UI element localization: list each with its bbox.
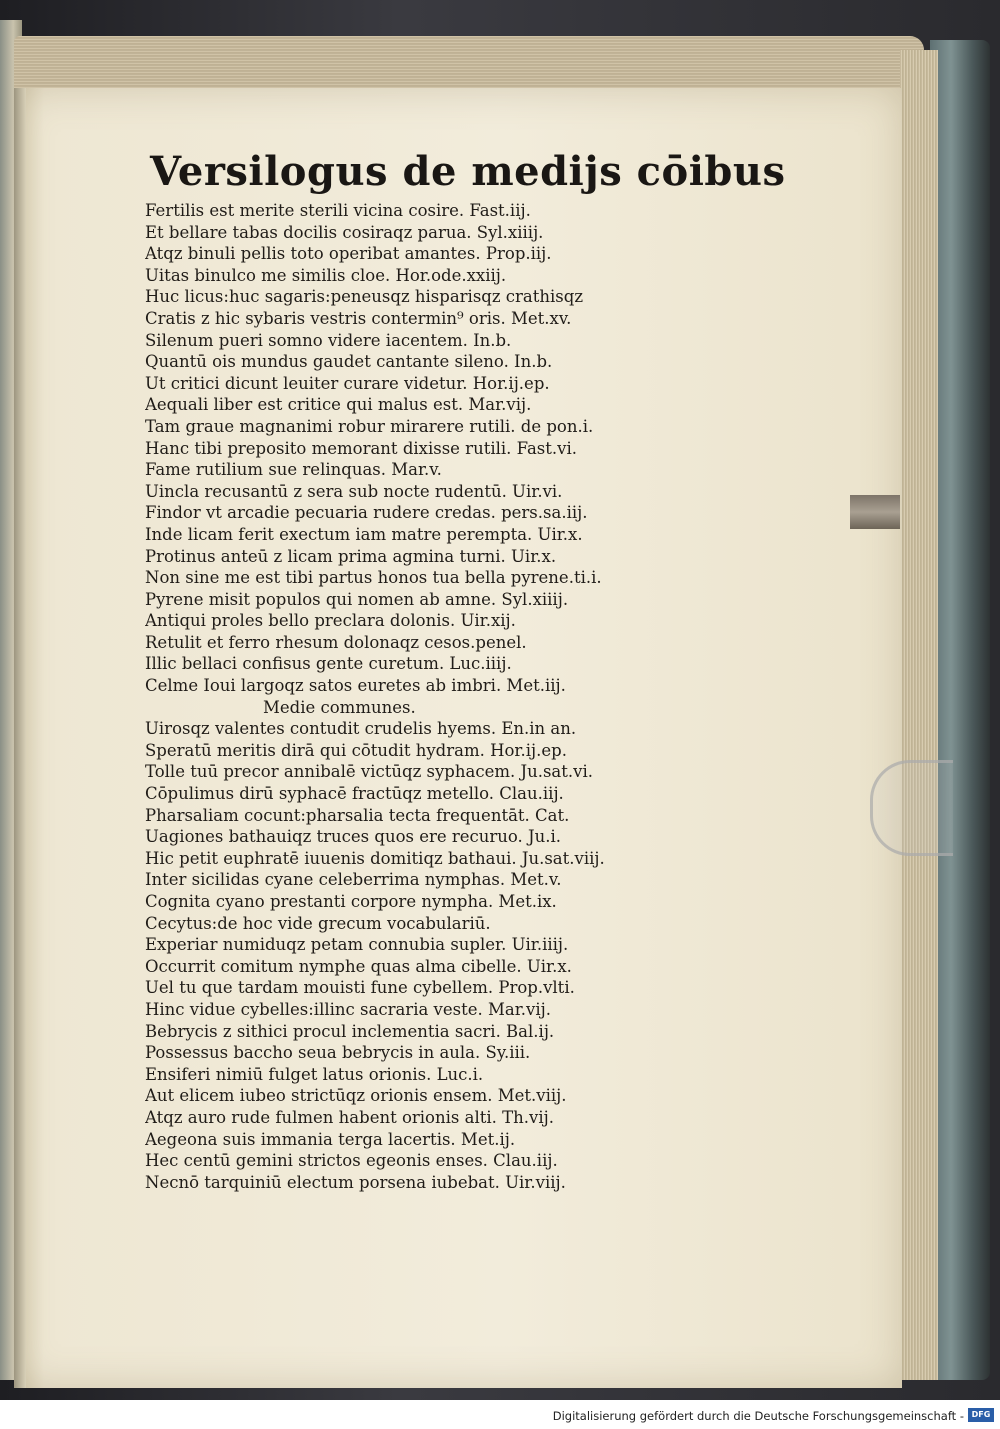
- text-line: Tolle tuū precor annibalē victūqz syphacem. Ju.sat.vi.: [145, 762, 593, 782]
- text-line: Non sine me est tibi partus honos tua bella pyrene.ti.i.: [145, 568, 602, 588]
- text-line: Uirosqz valentes contudit crudelis hyems. En.in an.: [145, 719, 577, 739]
- footer-credit: Digitalisierung gefördert durch die Deutsche Forschungsgemeinschaft -: [552, 1409, 964, 1423]
- bookmark-tab: [850, 495, 900, 529]
- text-line: Cratis z hic sybaris vestris contermin⁹ oris. Met.xv.: [145, 308, 572, 328]
- text-line: Pharsaliam cocunt:pharsalia tecta frequentāt. Cat.: [145, 805, 570, 825]
- text-line: Hec centū gemini strictos egeonis enses. Clau.iij.: [145, 1151, 558, 1171]
- text-line: Necnō tarquiniū electum porsena iubebat. Uir.viij.: [145, 1172, 566, 1192]
- page-gutter: [14, 88, 26, 1388]
- text-line: Uagiones bathauiqz truces quos ere recuruo. Ju.i.: [145, 827, 562, 847]
- text-line: Inde licam ferit exectum iam matre perempta. Uir.x.: [145, 524, 583, 544]
- page-clip: [870, 760, 953, 856]
- text-line: Uitas binulco me similis cloe. Hor.ode.xxiij.: [145, 265, 507, 285]
- text-line: Protinus anteū z licam prima agmina turni. Uir.x.: [145, 546, 557, 566]
- text-line: Tam graue magnanimi robur mirarere rutili. de pon.i.: [145, 416, 594, 436]
- text-line: Ensiferi nimiū fulget latus orionis. Luc.i.: [145, 1064, 484, 1084]
- text-line: Speratū meritis dirā qui cōtudit hydram. Hor.ij.ep.: [145, 740, 567, 760]
- text-line: Antiqui proles bello preclara dolonis. Uir.xij.: [145, 611, 516, 631]
- dfg-logo: DFG: [968, 1408, 994, 1422]
- text-line: Atqz auro rude fulmen habent orionis alti. Th.vij.: [145, 1107, 554, 1127]
- text-line: Silenum pueri somno videre iacentem. In.b.: [145, 330, 512, 350]
- text-line: Medie communes.: [263, 697, 416, 717]
- page-edges-right: [900, 50, 938, 1380]
- text-line: Inter sicilidas cyane celeberrima nymphas. Met.v.: [145, 870, 562, 890]
- text-line: Fertilis est merite sterili vicina cosire. Fast.iij.: [145, 201, 531, 220]
- text-line: Retulit et ferro rhesum dolonaqz cesos.penel.: [145, 632, 527, 652]
- text-line: Pyrene misit populos qui nomen ab amne. Syl.xiiij.: [145, 589, 569, 609]
- text-line: Illic bellaci confisus gente curetum. Luc.iiij.: [145, 654, 512, 674]
- text-line: Bebrycis z sithici procul inclementia sacri. Bal.ij.: [145, 1021, 555, 1041]
- text-line: Possessus baccho seua bebrycis in aula. Sy.iii.: [145, 1043, 531, 1063]
- text-line: Atqz binuli pellis toto operibat amantes. Prop.iij.: [145, 244, 552, 264]
- text-line: Experiar numiduqz petam connubia supler. Uir.iiij.: [145, 935, 569, 955]
- text-block: [145, 200, 705, 1193]
- text-line: Et bellare tabas docilis cosiraqz parua. Syl.xiiij.: [145, 222, 544, 242]
- page-heading: Versilogus de medijs cōibus: [150, 148, 786, 195]
- text-line: Fame rutilium sue relinquas. Mar.v.: [145, 460, 442, 480]
- text-line: Celme Ioui largoqz satos euretes ab imbri. Met.iij.: [145, 676, 566, 696]
- text-line: Uel tu que tardam mouisti fune cybellem. Prop.vlti.: [145, 978, 575, 998]
- text-line: Aut elicem iubeo strictūqz orionis ensem. Met.viij.: [145, 1086, 567, 1106]
- text-line: Findor vt arcadie pecuaria rudere credas. pers.sa.iij.: [145, 503, 588, 523]
- text-line: Hinc vidue cybelles:illinc sacraria veste. Mar.vij.: [145, 999, 551, 1019]
- text-line: Uincla recusantū z sera sub nocte rudentū. Uir.vi.: [145, 481, 563, 501]
- text-line: Ut critici dicunt leuiter curare videtur. Hor.ij.ep.: [145, 373, 550, 393]
- text-line: Occurrit comitum nymphe quas alma cibelle. Uir.x.: [145, 956, 572, 976]
- text-line: Huc licus:huc sagaris:peneusqz hisparisqz crathisqz: [145, 287, 584, 307]
- text-line: Cecytus:de hoc vide grecum vocabulariū.: [145, 913, 491, 933]
- text-line: Cōpulimus dirū syphacē fractūqz metello. Clau.iij.: [145, 784, 564, 804]
- text-line: Quantū ois mundus gaudet cantante sileno. In.b.: [145, 352, 553, 372]
- text-line: Aegeona suis immania terga lacertis. Met.ij.: [145, 1129, 516, 1149]
- text-line: Hanc tibi preposito memorant dixisse rutili. Fast.vi.: [145, 438, 577, 458]
- text-line: Cognita cyano prestanti corpore nympha. Met.ix.: [145, 892, 557, 911]
- text-line: Hic petit euphratē iuuenis domitiqz bathaui. Ju.sat.viij.: [145, 848, 605, 868]
- text-line: Aequali liber est critice qui malus est. Mar.vij.: [145, 395, 532, 415]
- cover-board-right: [930, 40, 990, 1380]
